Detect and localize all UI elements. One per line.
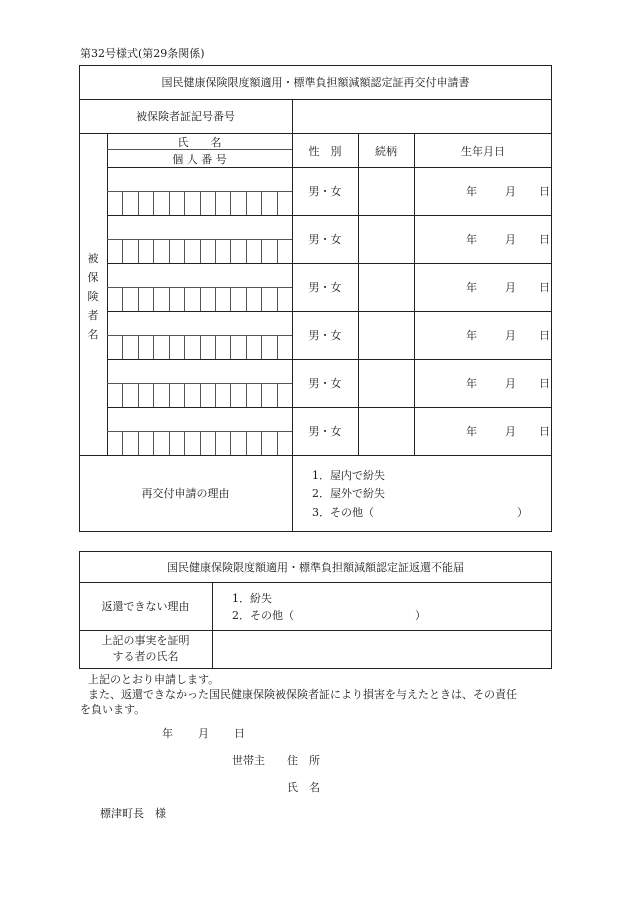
- side-label-char: 名: [87, 328, 99, 341]
- certifier-label-line2: する者の氏名: [112, 650, 179, 663]
- personal-number-boxes[interactable]: [107, 335, 292, 359]
- birthdate-month[interactable]: 月: [505, 425, 516, 438]
- relation-field[interactable]: [359, 264, 413, 310]
- relation-field[interactable]: [359, 168, 413, 214]
- sex-selector[interactable]: 男・女: [308, 281, 342, 294]
- name-field[interactable]: [108, 216, 291, 238]
- liability-statement-2: を負います。: [80, 703, 146, 716]
- side-label-char: 者: [87, 309, 99, 322]
- form2-title: 国民健康保険限度額適用・標準負担額減額認定証返還不能届: [167, 561, 464, 574]
- birthdate-year[interactable]: 年: [466, 377, 477, 390]
- side-label-char: 険: [87, 290, 99, 303]
- form-number: 第32号様式(第29条関係): [80, 47, 205, 60]
- name-field[interactable]: [108, 408, 291, 430]
- non-return-option-2[interactable]: 2．その他（ ）: [232, 609, 426, 622]
- birthdate-month[interactable]: 月: [505, 233, 516, 246]
- application-statement: 上記のとおり申請します。: [88, 673, 220, 686]
- certifier-label-line1: 上記の事実を証明: [101, 634, 190, 647]
- birthdate-year[interactable]: 年: [466, 185, 477, 198]
- birthdate-day[interactable]: 日: [539, 233, 550, 246]
- birthdate-month[interactable]: 月: [505, 185, 516, 198]
- birthdate-day[interactable]: 日: [539, 185, 550, 198]
- personal-number-boxes[interactable]: [107, 431, 292, 455]
- personal-number-boxes[interactable]: [107, 287, 292, 311]
- reason-option-3[interactable]: 3．その他（ ）: [312, 506, 528, 519]
- address-label: 住 所: [287, 754, 320, 767]
- name-field[interactable]: [108, 312, 291, 334]
- reason-option-2[interactable]: 2．屋外で紛失: [312, 487, 385, 500]
- relation-field[interactable]: [359, 360, 413, 406]
- birthdate-year[interactable]: 年: [466, 281, 477, 294]
- personal-number-boxes[interactable]: [107, 383, 292, 407]
- date-year[interactable]: 年: [162, 727, 173, 740]
- name-field[interactable]: [108, 360, 291, 382]
- card-number-field[interactable]: [293, 100, 551, 132]
- side-label-char: 保: [87, 271, 99, 284]
- birthdate-year[interactable]: 年: [466, 233, 477, 246]
- relation-field[interactable]: [359, 216, 413, 262]
- birthdate-month[interactable]: 月: [505, 281, 516, 294]
- personal-number-boxes[interactable]: [107, 191, 292, 215]
- reissue-reason-label: 再交付申請の理由: [141, 487, 230, 500]
- sex-selector[interactable]: 男・女: [308, 425, 342, 438]
- birthdate-month[interactable]: 月: [505, 377, 516, 390]
- personal-number-boxes[interactable]: [107, 239, 292, 263]
- non-return-reason-label: 返還できない理由: [101, 600, 190, 613]
- date-day[interactable]: 日: [234, 727, 245, 740]
- name-field[interactable]: [108, 168, 291, 190]
- liability-statement-1: また、返還できなかった国民健康保険被保険者証により損害を与えたときは、その責任: [88, 688, 517, 701]
- relation-header: 続柄: [375, 145, 397, 158]
- birthdate-month[interactable]: 月: [505, 329, 516, 342]
- non-return-option-1[interactable]: 1．紛失: [232, 592, 272, 605]
- sex-selector[interactable]: 男・女: [308, 185, 342, 198]
- addressee: 標津町長 様: [100, 807, 166, 820]
- birthdate-year[interactable]: 年: [466, 425, 477, 438]
- householder-label: 世帯主: [232, 754, 265, 767]
- date-month[interactable]: 月: [198, 727, 209, 740]
- birthdate-year[interactable]: 年: [466, 329, 477, 342]
- relation-field[interactable]: [359, 408, 413, 454]
- sex-selector[interactable]: 男・女: [308, 377, 342, 390]
- card-number-label: 被保険者証記号番号: [136, 110, 235, 123]
- certifier-name-field[interactable]: [213, 631, 551, 668]
- birthdate-day[interactable]: 日: [539, 281, 550, 294]
- reason-option-1[interactable]: 1．屋内で紛失: [312, 469, 385, 482]
- householder-name-label: 氏 名: [287, 781, 320, 794]
- name-header: 氏 名: [177, 136, 222, 149]
- personal-number-header: 個 人 番 号: [172, 153, 227, 166]
- sex-selector[interactable]: 男・女: [308, 329, 342, 342]
- birthdate-day[interactable]: 日: [539, 329, 550, 342]
- relation-field[interactable]: [359, 312, 413, 358]
- side-label-char: 被: [87, 252, 99, 265]
- birthdate-day[interactable]: 日: [539, 377, 550, 390]
- form1-title: 国民健康保険限度額適用・標準負担額減額認定証再交付申請書: [161, 76, 470, 89]
- birthdate-day[interactable]: 日: [539, 425, 550, 438]
- sex-selector[interactable]: 男・女: [308, 233, 342, 246]
- name-field[interactable]: [108, 264, 291, 286]
- birthdate-header: 生年月日: [461, 145, 505, 158]
- sex-header: 性 別: [308, 145, 342, 158]
